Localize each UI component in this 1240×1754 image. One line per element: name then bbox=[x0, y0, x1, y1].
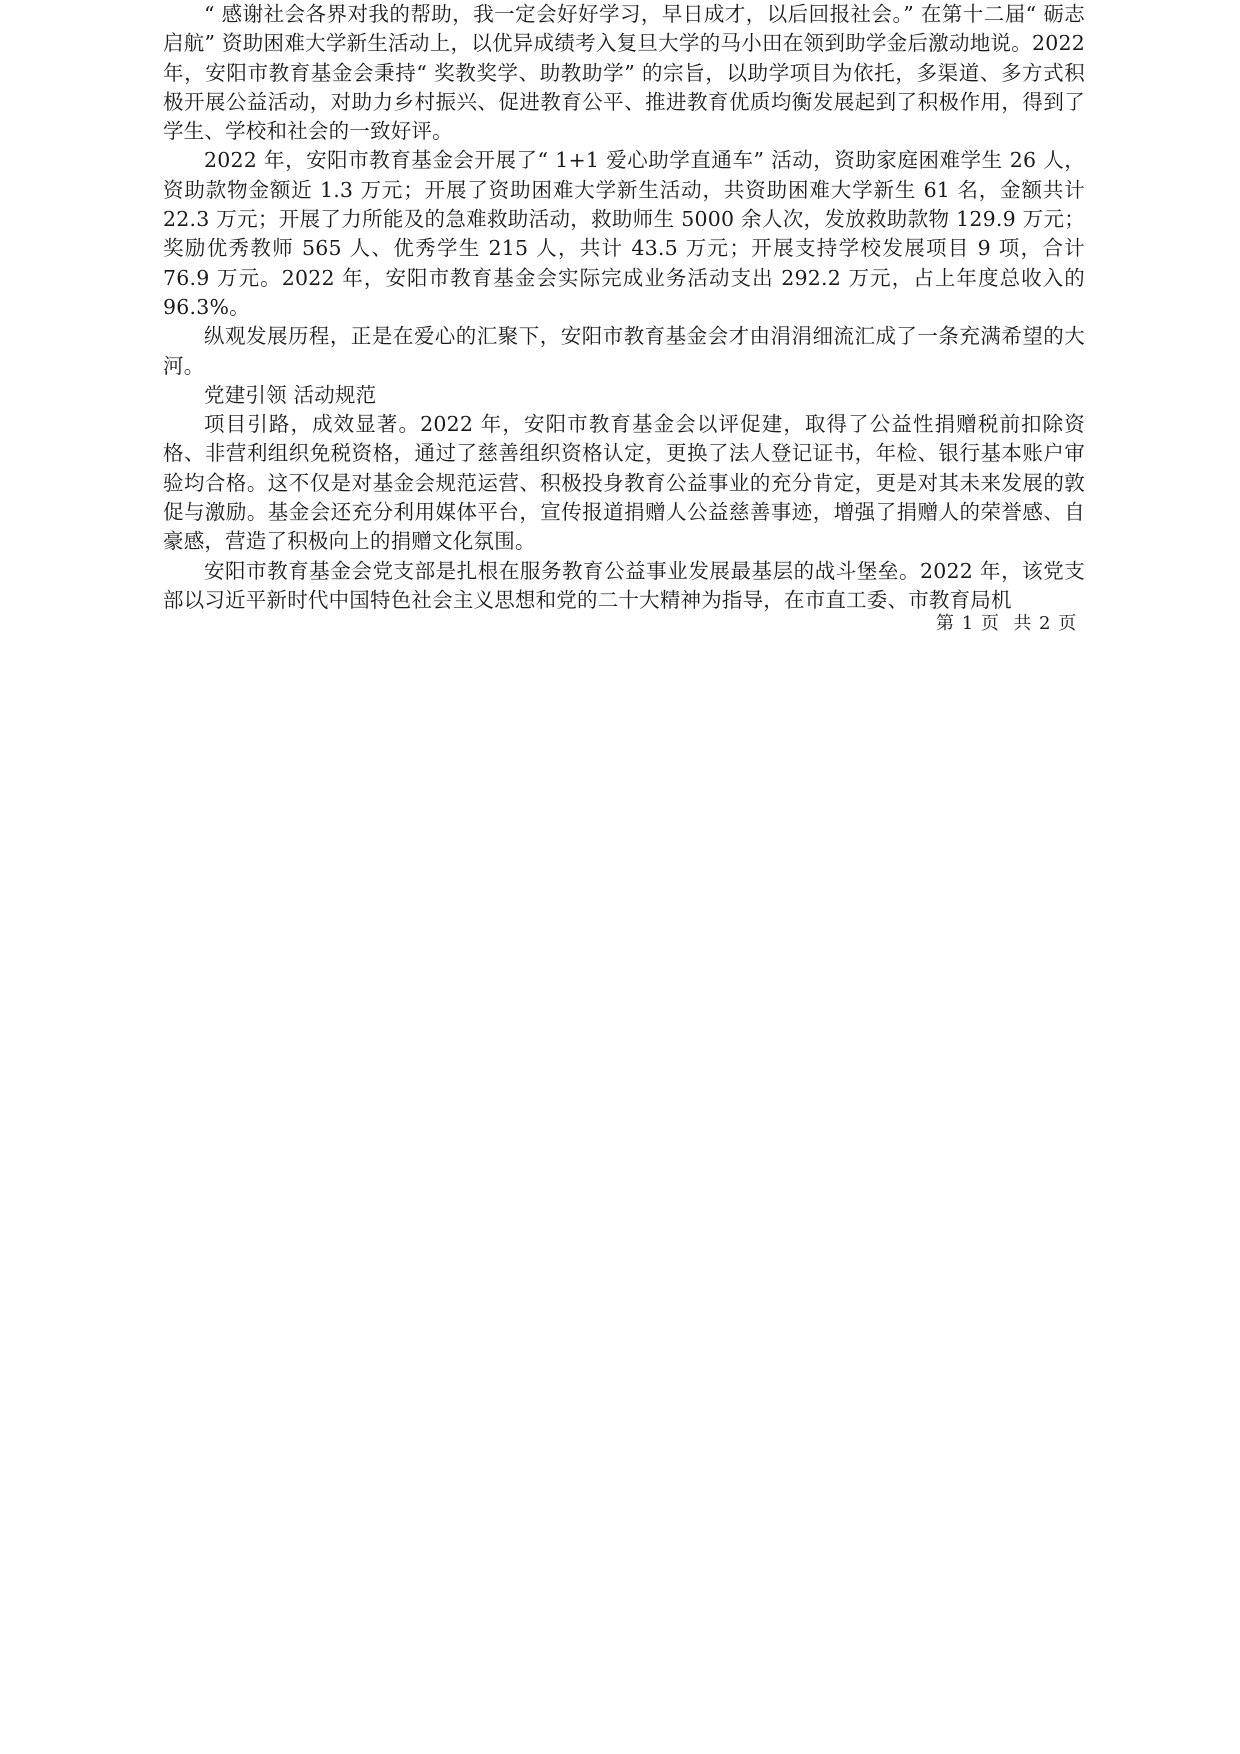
section-heading: 党建引领 活动规范 bbox=[204, 382, 377, 407]
article-body bbox=[163, 0, 1085, 615]
page-number-footer: 第 1 页 共 2 页 bbox=[936, 613, 1078, 634]
paragraph-1: “ 感谢社会各界对我的帮助，我一定会好好学习，早日成才，以后回报社会。” 在第十二届“ 砺志启航” 资助困难大学新生活动上，以优异成绩考入复旦大学的马小田在领到助学金后激动地说。2022 年，安阳市教育基金会秉持“ 奖教奖学、助教助学” 的宗旨，以助学项目为依托，多渠道、多方式积极开展公益活动，对助力乡村振兴、促进教育公平、推进教育优质均衡发展起到了积极作用，得到了学生、学校和社会的一致好评。 bbox=[163, 2, 1085, 144]
paragraph-3: 纵观发展历程，正是在爱心的汇聚下，安阳市教育基金会才由涓涓细流汇成了一条充满希望的大河。 bbox=[163, 324, 1085, 378]
paragraph-5: 安阳市教育基金会党支部是扎根在服务教育公益事业发展最基层的战斗堡垒。2022 年，该党支部以习近平新时代中国特色社会主义思想和党的二十大精神为指导，在市直工委、市教育局机 bbox=[163, 558, 1085, 612]
paragraph-2: 2022 年，安阳市教育基金会开展了“ 1+1 爱心助学直通车” 活动，资助家庭困难学生 26 人，资助款物金额近 1.3 万元；开展了资助困难大学新生活动，共资助困难大学新生 61 名，金额共计 22.3 万元；开展了力所能及的急难救助活动，救助师生 5000 余人次，发放救助款物 129.9 万元；奖励优秀教师 565 人、优秀学生 215 人，共计 43.5 万元；开展支持学校发展项目 9 项，合计 76.9 万元。2022 年，安阳市教育基金会实际完成业务活动支出 292.2 万元，占上年度总收入的 96.3%。 bbox=[163, 148, 1085, 319]
paragraph-4: 项目引路，成效显著。2022 年，安阳市教育基金会以评促建，取得了公益性捐赠税前扣除资格、非营利组织免税资格，通过了慈善组织资格认定，更换了法人登记证书，年检、银行基本账户审验均合格。这不仅是对基金会规范运营、积极投身教育公益事业的充分肯定，更是对其未来发展的敦促与激励。基金会还充分利用媒体平台，宣传报道捐赠人公益慈善事迹，增强了捐赠人的荣誉感、自豪感，营造了积极向上的捐赠文化氛围。 bbox=[163, 412, 1085, 554]
